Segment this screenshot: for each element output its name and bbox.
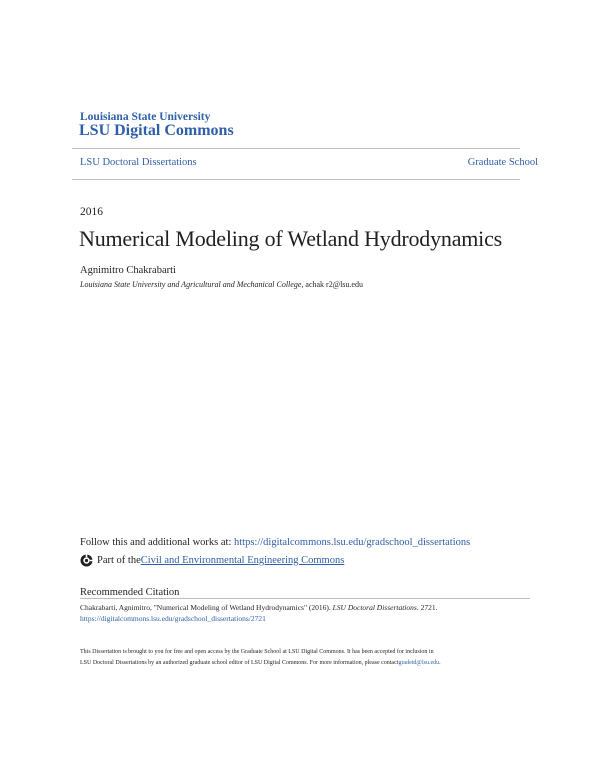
divider-citation <box>80 598 530 599</box>
notice-suffix: . <box>439 660 441 666</box>
follow-line <box>80 537 470 548</box>
affiliation-separator: , <box>301 280 306 289</box>
divider-top <box>72 148 520 149</box>
recommended-citation-heading: Recommended Citation <box>80 587 180 598</box>
collection-link[interactable]: LSU Doctoral Dissertations <box>80 157 197 168</box>
repository-name[interactable]: LSU Digital Commons <box>79 122 234 139</box>
author-email[interactable]: achak r2@lsu.edu <box>305 280 363 289</box>
partof-prefix: Part of the <box>97 555 141 566</box>
citation-tail: . 2721. <box>416 603 438 612</box>
university-name: Louisiana State University <box>80 111 211 123</box>
publication-year: 2016 <box>80 206 103 218</box>
contact-email-link[interactable]: gradetd@lsu.edu <box>398 660 440 666</box>
follow-prefix: Follow this and additional works at: <box>80 537 234 548</box>
notice-prefix: LSU Doctoral Dissertations by an authorized graduate school editor of LSU Digital Commons. For more information, please contact <box>80 660 399 666</box>
document-title: Numerical Modeling of Wetland Hydrodynamics <box>79 226 503 251</box>
access-notice-line2 <box>80 660 441 666</box>
commons-link[interactable]: Civil and Environmental Engineering Commons <box>140 555 345 566</box>
citation-series: LSU Doctoral Dissertations <box>332 603 417 612</box>
affiliation-text: Louisiana State University and Agricultural and Mechanical College <box>80 280 302 289</box>
network-icon <box>80 554 93 567</box>
citation-url-link[interactable]: https://digitalcommons.lsu.edu/gradschool_dissertations/2721 <box>80 614 266 623</box>
partof-line <box>80 554 344 567</box>
department-link[interactable]: Graduate School <box>467 157 538 168</box>
citation-main: Chakrabarti, Agnimitro, "Numerical Modeling of Wetland Hydrodynamics" (2016). <box>80 603 333 612</box>
author-name: Agnimitro Chakrabarti <box>80 265 176 276</box>
citation-text <box>80 603 437 612</box>
access-notice-line1: This Dissertation is brought to you for free and open access by the Graduate School at LSU Digital Commons. It has been accepted for inclusion in <box>80 649 434 655</box>
divider-bottom <box>72 179 520 180</box>
author-affiliation <box>80 280 363 289</box>
follow-url-link[interactable]: https://digitalcommons.lsu.edu/gradschool_dissertations <box>234 537 471 548</box>
